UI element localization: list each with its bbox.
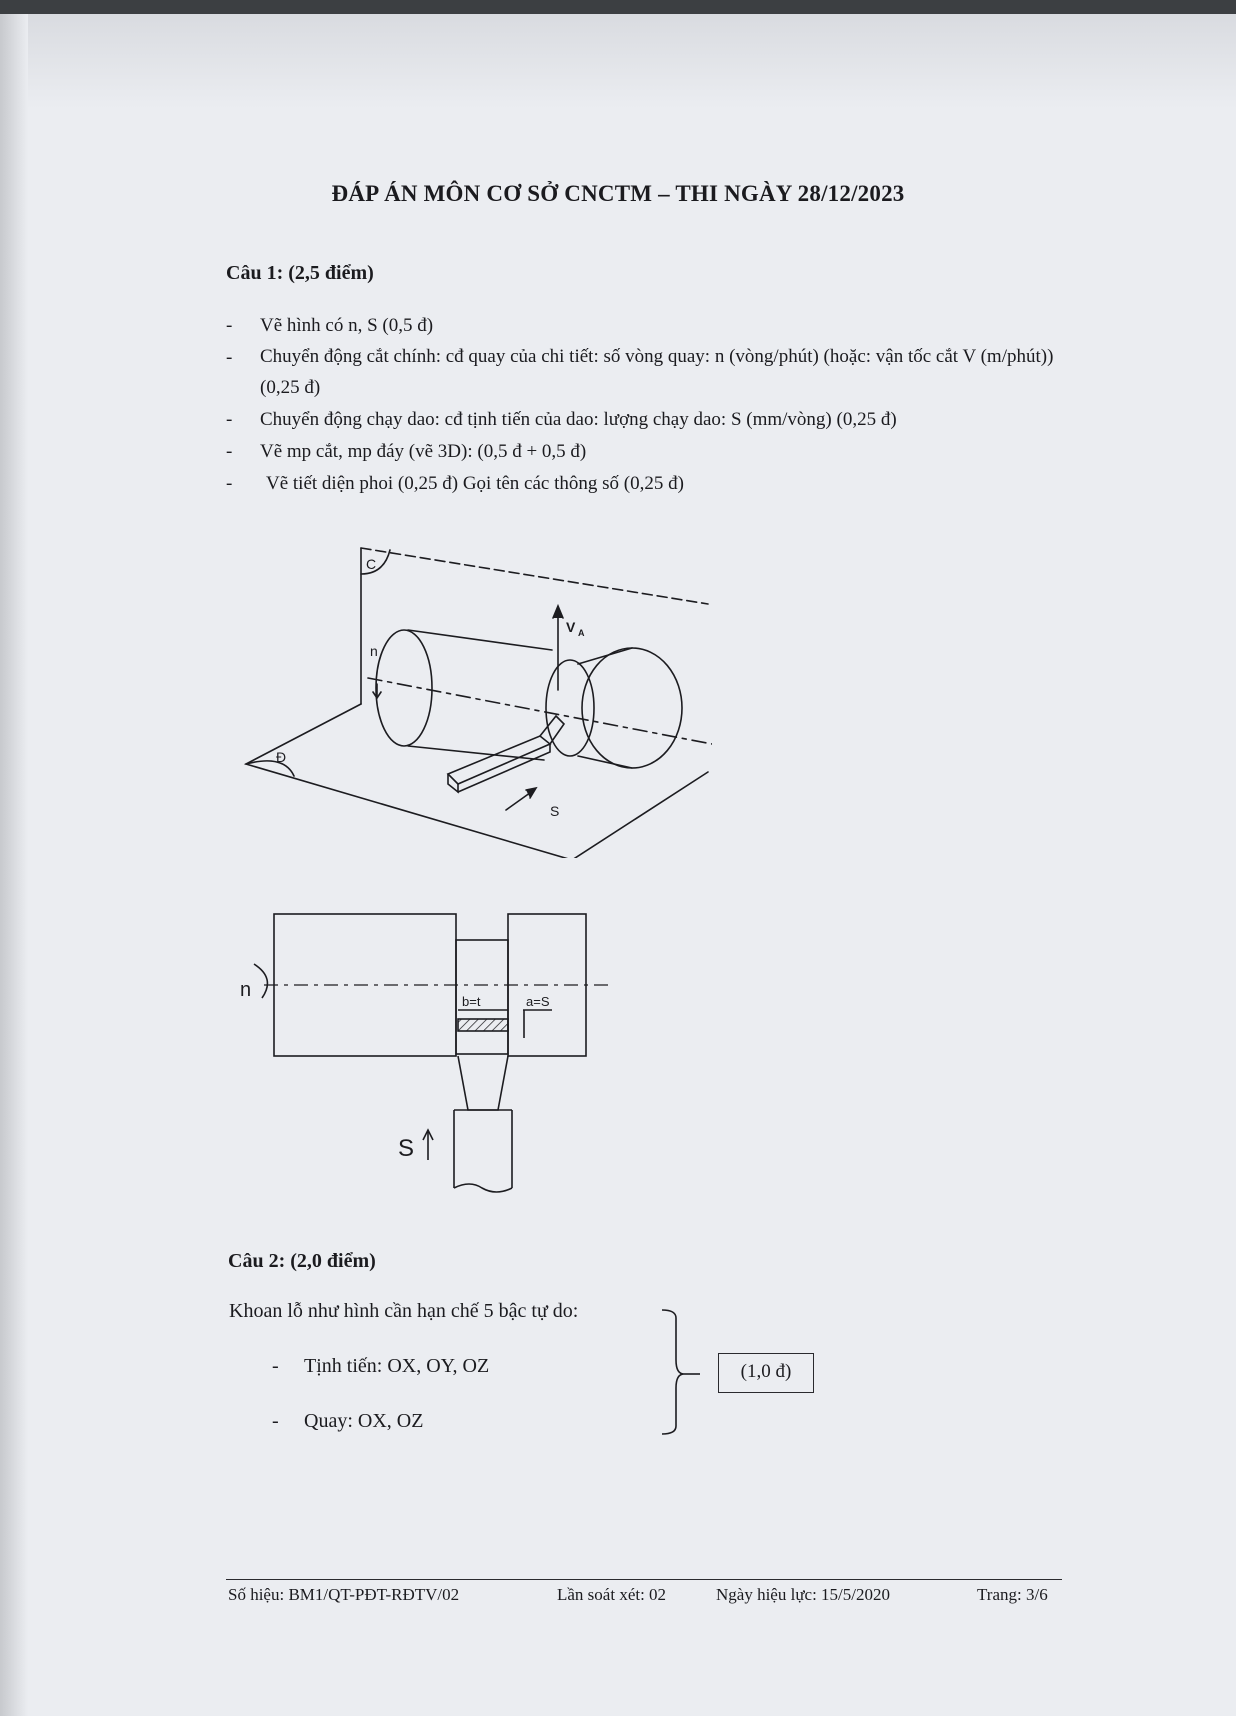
depth-label: b=t	[462, 994, 481, 1009]
tool-shank-top	[448, 736, 550, 784]
tool-wedge	[458, 1056, 508, 1110]
question-1-heading: Câu 1: (2,5 điểm)	[226, 262, 374, 284]
cylinder-top-line	[408, 630, 552, 650]
document-page	[0, 14, 1236, 1716]
feed-annotation: a=S	[526, 994, 550, 1009]
scan-shadow-top	[0, 14, 1236, 109]
cylinder-bottom-line	[408, 746, 544, 760]
chip-section	[458, 1019, 508, 1031]
feed-arrowhead	[526, 788, 536, 798]
turning-3d-diagram	[244, 538, 712, 858]
document-title: ĐÁP ÁN MÔN CƠ SỞ CNCTM – THI NGÀY 28/12/2023	[331, 181, 905, 206]
footer-page-number: Trang: 3/6	[977, 1585, 1048, 1604]
cylinder-left-end	[376, 630, 432, 746]
bullet-marker: -	[226, 441, 233, 462]
cylinder-right-end	[582, 648, 682, 768]
velocity-label: V	[566, 619, 576, 635]
bullet-marker: -	[226, 473, 233, 494]
rotation-arc	[254, 964, 267, 998]
rotation-label: n	[240, 979, 252, 1001]
end-top-line	[578, 648, 632, 664]
base-plane-edge	[246, 704, 708, 858]
question-2-heading: Câu 2: (2,0 điểm)	[228, 1250, 376, 1272]
footer-revision: Lần soát xét: 02	[557, 1585, 667, 1604]
q2-score-box: (1,0 đ)	[718, 1353, 814, 1393]
rotation-label: n	[370, 643, 378, 659]
grouping-brace	[660, 1300, 710, 1440]
bullet-marker: -	[226, 315, 233, 336]
feed-label: S	[550, 803, 560, 819]
bullet-marker: -	[226, 347, 233, 368]
bullet-marker: -	[226, 409, 233, 430]
plane-d-arc	[246, 761, 294, 776]
scan-shadow-left	[0, 14, 28, 1716]
feed-label: S	[398, 1135, 415, 1162]
footer-rule	[226, 1579, 1062, 1580]
footer-code: Số hiệu: BM1/QT-PĐT-RĐTV/02	[228, 1585, 460, 1604]
q1-bullet-4-text: Vẽ mp cắt, mp đáy (vẽ 3D): (0,5 đ + 0,5 đ)	[260, 441, 587, 462]
q1-bullet-3-text: Chuyển động chạy dao: cđ tịnh tiến của dao: lượng chạy dao: S (mm/vòng) (0,25 đ)	[260, 409, 897, 430]
tool-break-line	[454, 1184, 512, 1192]
footer-effective-date: Ngày hiệu lực: 15/5/2020	[716, 1585, 890, 1604]
velocity-arrowhead	[553, 606, 563, 618]
spindle-axis	[368, 678, 712, 744]
cutting-groove-face	[546, 660, 594, 756]
plane-c-label: C	[366, 556, 377, 572]
tool-shank	[454, 1110, 512, 1188]
bullet-marker: -	[272, 1355, 279, 1377]
bullet-marker: -	[272, 1410, 279, 1432]
q2-item-rotation-text: Quay: OX, OZ	[304, 1410, 424, 1432]
q1-bullet-5-text: Vẽ tiết diện phoi (0,25 đ) Gọi tên các thông số (0,25 đ)	[266, 473, 684, 494]
q2-intro: Khoan lỗ như hình cần hạn chế 5 bậc tự do:	[229, 1300, 579, 1322]
q1-bullet-1-text: Vẽ hình có n, S (0,5 đ)	[260, 315, 434, 336]
q2-item-translation-text: Tịnh tiến: OX, OY, OZ	[304, 1355, 490, 1377]
chip-section-diagram	[234, 898, 614, 1198]
plane-d-label: Đ	[276, 749, 287, 765]
q1-bullet-2-text: Chuyển động cắt chính: cđ quay của chi tiết: số vòng quay: n (vòng/phút) (hoặc: vận tốc cắt V (m/phút)) (0,25 đ)	[260, 346, 1054, 398]
cutting-plane-top-edge	[361, 548, 708, 604]
velocity-subscript: A	[578, 628, 585, 638]
